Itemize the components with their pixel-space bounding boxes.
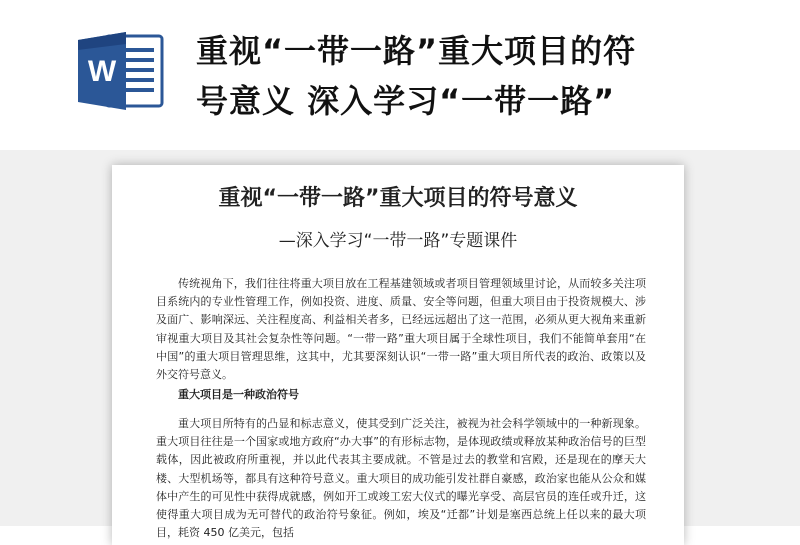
header-title-line-1: 重视“一带一路”重大项目的符: [196, 32, 637, 70]
section-heading: 重大项目是一种政治符号: [178, 388, 299, 401]
document-title: 重视“一带一路”重大项目的符号意义: [218, 186, 578, 211]
document-subtitle: —深入学习“一带一路”专题课件: [278, 231, 518, 251]
header-title-line-2: 号意义 深入学习“一带一路”: [196, 82, 616, 120]
header-banner: [0, 0, 800, 150]
document-page: [112, 165, 684, 545]
header-title: [196, 26, 786, 126]
body-paragraph-1: 传统视角下，我们往往将重大项目放在工程基建领域或者项目管理领域里讨论，从而较多关注项目系统内的专业性管理工作，例如投资、进度、质量、安全等问题，但重大项目由于投资规模大、涉及面广、影响深远、关注程度高、利益相关者多，已经远远超出了这一范围，必须从更大视角来重新审视重大项目及其社会复杂性等问题。“一带一路”重大项目属于全球性项目，我们不能简单套用“在中国”的重大项目管理思维，这其中，尤其要深刻认识“一带一路”重大项目所代表的政治、政策以及外交符号意义。: [156, 277, 646, 382]
body-paragraph-2: 重大项目所特有的凸显和标志意义，使其受到广泛关注，被视为社会科学领域中的一种新现象。重大项目往往是一个国家或地方政府“办大事”的有形标志物，是体现政绩或释放某种政治信号的巨型载体，因此被政府所重视，并以此代表其主要成就。不管是过去的教堂和宫殿，还是现在的摩天大楼、大型机场等，都具有这种符号意义。重大项目的成功能引发社群自豪感，政治家也能从公众和媒体中产生的可见性中获得成就感，例如开工或竣工宏大仪式的曝光享受、高层官员的连任或升迁，这使得重大项目成为无可替代的政治符号象征。例如，埃及“迁都”计划是塞西总统上任以来的最大项目，耗资 450 亿美元，包括: [156, 417, 646, 540]
word-logo-letter: W: [87, 55, 117, 88]
word-document-icon: [76, 30, 166, 112]
